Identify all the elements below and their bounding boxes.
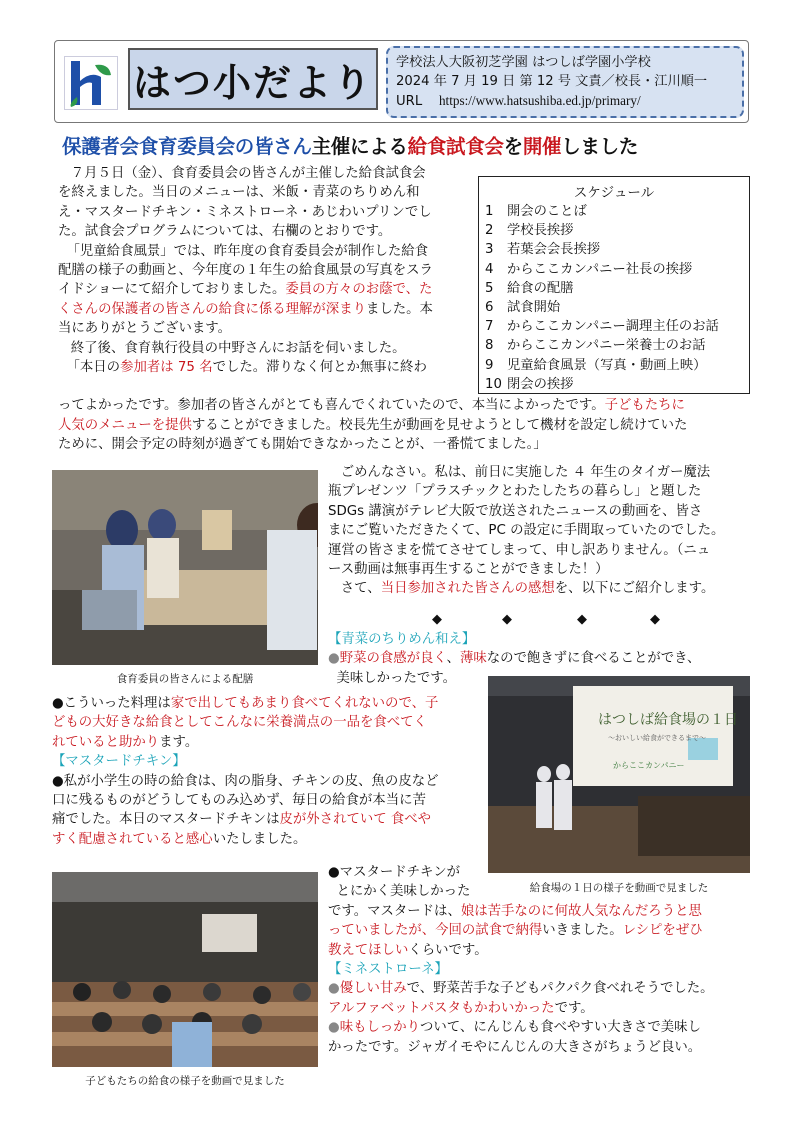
apology-line: ごめんなさい。私は、前日に実施した ４ 年生のタイガー魔法 [340, 465, 711, 480]
schedule-item-label: からここカンパニー調理主任のお話 [507, 319, 719, 335]
schedule-item-number: 3 [485, 242, 494, 258]
schedule-item-number: 10 [485, 376, 502, 392]
review-line: ●野菜の食感が良く、薄味なので飽きずに食べることができ、 [328, 651, 701, 667]
review-line: ●こういった料理は家で出してもあまり食べてくれないので、子 [52, 696, 439, 711]
review-line: ●優しい甘みで、野菜苦手な子どもパクパク食べれそうでした。 [328, 981, 714, 997]
schedule-item [485, 298, 743, 317]
review-line: 口に残るものがどうしてものみ込めず、毎日の給食が本当に苦 [52, 793, 426, 809]
schedule-item-number: 7 [485, 319, 494, 335]
newsletter-title: はつ小だより [132, 60, 373, 105]
schedule-item-number: 4 [485, 261, 494, 277]
schedule-item-label: 学校長挨拶 [507, 223, 574, 239]
intro-line: 配膳の様子の動画と、今年度の１年生の給食風景の写真をスラ [58, 263, 433, 279]
divider-diamond-icon: ◆ [432, 612, 442, 627]
apology-line: SDGs 講演がテレビ大阪で放送されたニュースの動画を、皆さ [328, 503, 703, 519]
schedule-box [478, 176, 750, 394]
slide-subtitle: 〜おいしい給食ができるまで〜 [608, 734, 706, 742]
schedule-item-label: 児童給食風景（写真・動画上映） [507, 357, 707, 373]
photo-kitchen-caption: 給食場の１日の様子を動画で見ました [529, 882, 709, 894]
review-line: 痛でした。本日のマスタードチキンは皮が外されていて 食べや [52, 812, 432, 828]
apology-line: まにご覧いただきたくて、PC の設定に手間取っていたのでした。 [328, 523, 725, 539]
review-line: かったです。ジャガイモやにんじんの大きさがちょうど良い。 [328, 1039, 702, 1055]
schedule-item-label: 若葉会会長挨拶 [507, 242, 601, 258]
review-line: です。マスタードは、娘は苦手なのに何故人気なんだろうと思 [328, 903, 702, 919]
slide-title: はつしば給食場の１日 [598, 712, 738, 728]
schedule-item [485, 336, 743, 355]
review-line: とにかく美味しかった [336, 884, 471, 900]
schedule-item-label: 開会のことば [507, 204, 587, 219]
photo-serving [52, 470, 318, 665]
url-label: URL [396, 94, 423, 109]
comment-line: ってよかったです。参加者の皆さんがとても喜んでくれていたので、本当によかったです。子どもたちに [58, 398, 685, 414]
apology-line: 運営の皆さまを慌てさせてしまって、申し訳ありません。（ニュ [328, 542, 711, 558]
school-url-link[interactable]: https://www.hatsushiba.ed.jp/primary/ [438, 93, 641, 108]
intro-line: を終えました。当日のメニューは、米飯・青菜のちりめん和 [58, 185, 420, 201]
apology-paragraph [328, 463, 758, 599]
intro-line: ７月５日（金）、食育委員会の皆さんが主催した給食試食会 [70, 166, 426, 181]
review-line: すく配慮されていると感心いたしました。 [52, 831, 307, 847]
intro-line: イドショーにて紹介しておりました。委員の方々のお蔭で、た [58, 282, 433, 298]
intro-line: た。試食会プログラムについては、右欄のとおりです。 [58, 224, 392, 240]
article-headline [62, 131, 782, 159]
schedule-item [485, 317, 743, 336]
review-line: れていると助かります。 [52, 734, 199, 750]
review-line: ●私が小学生の時の給食は、肉の脂身、チキンの皮、魚の皮など [52, 773, 439, 789]
photo-lunch-caption: 子どもたちの給食の様子を動画で見ました [85, 1075, 285, 1087]
school-logo-icon [64, 56, 118, 110]
headline-part-hosted: 主催による [311, 135, 408, 158]
review-line: っていましたが、今回の試食で納得いきました。レシピをぜひ [328, 923, 703, 939]
schedule-title: スケジュール [573, 185, 655, 201]
schedule-item-label: 閉会の挨拶 [507, 376, 574, 392]
schedule-item [485, 356, 743, 375]
schedule-item-number: 1 [485, 204, 494, 219]
intro-line: 当にありがとうございます。 [58, 321, 232, 337]
schedule-item [485, 221, 743, 240]
url-line [396, 91, 734, 111]
review-line: どもの大好きな給食としてこんなに栄養満点の一品を食べてく [52, 715, 427, 731]
divider-diamond-icon: ◆ [502, 612, 512, 627]
schedule-item-number: 6 [485, 300, 494, 316]
apology-line: 瓶プレゼンツ「プラスチックとわたしたちの暮らし」と題した [328, 484, 702, 500]
review-line: アルファベットパスタもかわいかったです。 [328, 1000, 594, 1016]
comment-line: ために、開会予定の時刻が過ぎても開始できなかったことが、一番慌てました。」 [58, 437, 547, 453]
headline-part-held: 開催 [522, 135, 562, 158]
schedule-item-number: 2 [485, 223, 494, 239]
apology-line: さて、当日参加された皆さんの感想を、以下にご紹介します。 [340, 581, 715, 597]
schedule-item-label: 給食の配膳 [507, 280, 574, 296]
schedule-item [485, 202, 743, 221]
home-cooking-review [52, 694, 492, 849]
intro-line: 「児童給食風景」では、昨年度の食育委員会が制作した給食 [66, 243, 429, 259]
review-line: ●マスタードチキンが [328, 865, 461, 880]
apology-line: ース動画は無事再生することができました！） [328, 562, 609, 578]
headline-part-committee: 保護者会食育委員会の皆さん [62, 135, 312, 158]
headline-part-end: しました [561, 135, 639, 158]
newsletter-title-box [128, 48, 378, 110]
schedule-item [485, 240, 743, 259]
intro-line: 「本日の参加者は 75 名でした。滞りなく何とか無事に終わ [66, 360, 427, 376]
comment-paragraph [58, 377, 758, 455]
minestrone-heading: 【ミネストローネ】 [328, 962, 448, 978]
headline-part-tasting: 給食試食会 [407, 135, 504, 158]
comment-line: 人気のメニューを提供することができました。校長先生が動画を見せようとして機材を設定し続けていた [58, 417, 688, 433]
schedule-item [485, 260, 743, 279]
aona-heading: 【青菜のちりめん和え】 [328, 632, 476, 647]
intro-paragraph [58, 164, 470, 377]
mustard-review [328, 863, 758, 1057]
review-line: 教えてほしいくらいです。 [328, 942, 488, 958]
schedule-item-number: 8 [485, 338, 494, 354]
schedule-list [485, 202, 743, 394]
schedule-item-label: 試食開始 [507, 300, 561, 316]
photo-serving-caption: 食育委員の皆さんによる配膳 [116, 673, 254, 685]
review-line: ●味もしっかりついて、にんじんも食べやすい大きさで美味し [328, 1020, 701, 1036]
schedule-item-number: 5 [485, 280, 494, 296]
photo-lunch-video [52, 872, 318, 1067]
divider-diamond-icon: ◆ [577, 612, 587, 627]
schedule-item-number: 9 [485, 357, 494, 373]
slide-logo-text: からここカンパニー [613, 761, 685, 770]
review-line: 美味しかったです。 [336, 670, 456, 686]
school-name: 学校法人大阪初芝学園 はつしば学園小学校 [396, 55, 651, 70]
intro-line: え・マスタードチキン・ミネストローネ・あじわいプリンでし [58, 204, 432, 220]
issue-info-box [386, 46, 744, 118]
schedule-item-label: からここカンパニー栄養士のお話 [507, 338, 706, 354]
divider-diamond-icon: ◆ [650, 612, 660, 627]
mustard-heading: 【マスタードチキン】 [52, 754, 186, 770]
issue-line: 2024 年 7 月 19 日 第 12 号 文責／校長・江川順一 [396, 74, 708, 89]
headline-part-wo: を [503, 135, 523, 158]
photo-kitchen-video [488, 676, 750, 873]
intro-line: 終了後、食育執行役員の中野さんにお話を伺いました。 [70, 340, 406, 356]
intro-line: くさんの保護者の皆さんの給食に係る理解が深まりました。本 [58, 301, 433, 317]
schedule-item-label: からここカンパニー社長の挨拶 [507, 261, 693, 277]
schedule-item [485, 279, 743, 298]
